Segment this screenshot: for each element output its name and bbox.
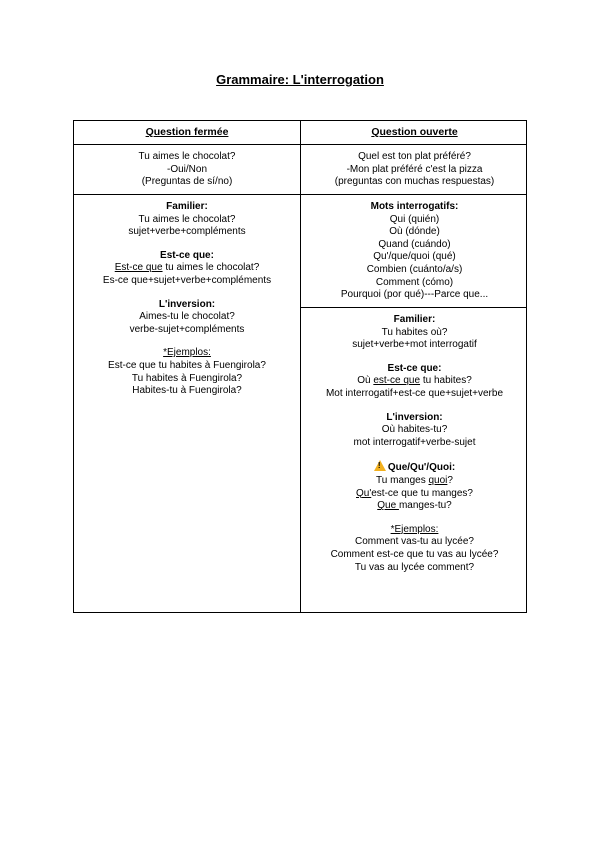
ejemplos-heading: *Ejemplos:	[390, 523, 439, 535]
header-question-ouverte: Question ouverte	[371, 126, 458, 138]
row1-right	[301, 151, 528, 189]
header-question-fermee: Question fermée	[145, 126, 229, 138]
text-span: manges-tu?	[398, 500, 452, 512]
mot-item: Quand (cuándo)	[378, 238, 451, 250]
text-span: est-ce que tu manges?	[371, 487, 473, 499]
familier-heading: Familier:	[393, 314, 436, 325]
mot-item: Comment (cómo)	[375, 276, 454, 288]
text-span: Où	[357, 375, 374, 387]
ejemplo-item: Tu habites à Fuengirola?	[131, 372, 243, 384]
estceque-heading: Est-ce que:	[160, 249, 214, 261]
que-line	[301, 488, 528, 501]
mot-item: Qu'/que/quoi (qué)	[373, 251, 456, 263]
text-line: Quel est ton plat préféré?	[358, 151, 471, 162]
inversion-example: Où habites-tu?	[381, 424, 448, 436]
mots-heading: Mots interrogatifs:	[370, 201, 459, 212]
text-span: tu aimes le chocolat?	[162, 262, 260, 274]
familier-example: Tu aimes le chocolat?	[138, 213, 236, 225]
mots-interrogatifs	[301, 201, 528, 302]
ejemplo-item: Tu vas au lycée comment?	[354, 561, 475, 573]
text-line: -Mon plat préféré c'est la pizza	[346, 163, 483, 175]
text-line: Tu aimes le chocolat?	[138, 151, 236, 162]
ejemplo-item: Habites-tu à Fuengirola?	[132, 385, 242, 397]
inversion-heading: L'inversion:	[386, 411, 443, 423]
text-span: tu habites?	[420, 375, 472, 387]
header-divider	[74, 144, 526, 145]
row1-left	[74, 151, 300, 189]
underlined-text: Que	[377, 500, 399, 512]
mot-item: Pourquoi (por qué)---Parce que...	[340, 289, 489, 301]
estceque-example	[301, 375, 528, 388]
inversion-structure: mot interrogatif+verbe-sujet	[353, 436, 476, 448]
que-heading	[301, 460, 528, 475]
right-section-divider	[300, 307, 527, 308]
underlined-text: est-ce que	[373, 375, 421, 387]
estceque-heading: Est-ce que:	[387, 362, 442, 374]
text-line: -Oui/Non	[166, 163, 207, 175]
underlined-text: Est-ce que	[114, 262, 163, 274]
familier-heading: Familier:	[166, 201, 208, 212]
warning-icon	[374, 460, 386, 471]
text-line: (Preguntas de sí/no)	[141, 176, 233, 188]
text-span: ?	[447, 474, 453, 486]
que-line	[301, 500, 528, 513]
grammar-table	[73, 120, 527, 613]
right-body	[301, 314, 528, 574]
text-span: Tu manges	[376, 474, 429, 486]
ejemplos-heading: *Ejemplos:	[163, 347, 211, 359]
underlined-text: Qu'	[356, 487, 372, 499]
left-body	[74, 201, 300, 398]
ejemplo-item: Comment est-ce que tu vas au lycée?	[330, 548, 499, 560]
mot-item: Combien (cuánto/a/s)	[366, 263, 463, 275]
ejemplo-item: Comment vas-tu au lycée?	[355, 536, 474, 548]
familier-structure: sujet+verbe+compléments	[128, 226, 246, 238]
estceque-structure: Es-ce que+sujet+verbe+compléments	[102, 274, 272, 286]
familier-structure: sujet+verbe+mot interrogatif	[352, 339, 477, 351]
que-heading-text: Que/Qu'/Quoi:	[387, 462, 456, 474]
text-line: (preguntas con muchas respuestas)	[334, 176, 495, 188]
row-divider	[74, 194, 526, 195]
estceque-example	[74, 262, 300, 275]
page-title: Grammaire: L'interrogation	[216, 72, 384, 87]
estceque-structure: Mot interrogatif+est-ce que+sujet+verbe	[325, 387, 504, 399]
mot-item: Où (dónde)	[389, 226, 440, 238]
inversion-heading: L'inversion:	[158, 298, 216, 310]
inversion-structure: verbe-sujet+compléments	[129, 323, 245, 335]
que-line	[301, 475, 528, 488]
familier-example: Tu habites où?	[381, 326, 448, 338]
inversion-example: Aimes-tu le chocolat?	[139, 311, 235, 323]
ejemplo-item: Est-ce que tu habites à Fuengirola?	[108, 359, 266, 371]
underlined-text: quoi	[428, 474, 448, 486]
mot-item: Qui (quién)	[389, 213, 440, 225]
